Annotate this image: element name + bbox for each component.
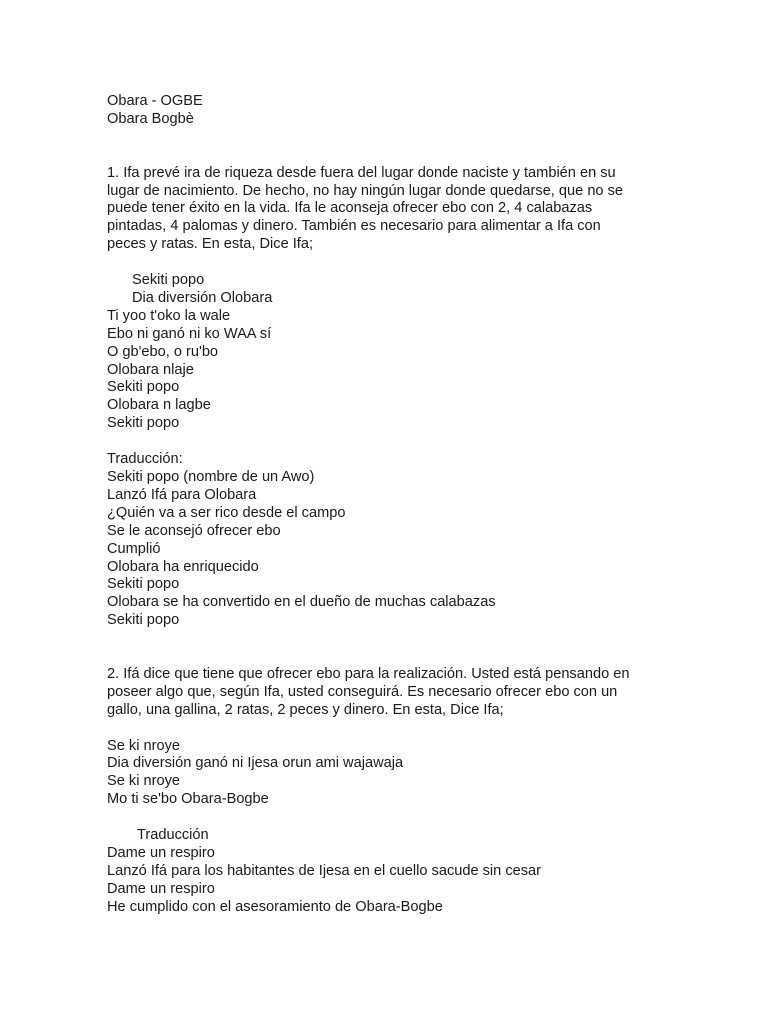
verse-line: Sekiti popo — [132, 272, 205, 289]
translation-line: He cumplido con el asesoramiento de Obara-Bogbe — [107, 898, 443, 915]
translation-line: Sekiti popo — [107, 576, 180, 593]
verse-line: O gb'ebo, o ru'bo — [107, 343, 219, 360]
translation-line: Se le aconsejó ofrecer ebo — [107, 522, 281, 539]
verse-line: Mo ti se'bo Obara-Bogbe — [107, 791, 269, 808]
paragraph-line: lugar de nacimiento. De hecho, no hay ningún lugar donde quedarse, que no se — [107, 182, 624, 199]
translation-heading: Traducción — [137, 827, 209, 844]
verse-line: Sekiti popo — [107, 415, 180, 432]
verse-line: Ti yoo t'oko la wale — [107, 307, 231, 324]
translation-heading: Traducción: — [107, 451, 183, 468]
verse-line: Se ki nroye — [107, 773, 181, 790]
document-subtitle: Obara Bogbè — [107, 110, 194, 127]
paragraph-line: gallo, una gallina, 2 ratas, 2 peces y dinero. En esta, Dice Ifa; — [107, 701, 504, 718]
verse-line: Ebo ni ganó ni ko WAA sí — [107, 325, 272, 342]
section1-translation — [107, 451, 667, 630]
translation-line: Cumplió — [107, 540, 161, 557]
verse-line: Dia diversión Olobara — [132, 289, 273, 306]
verse-line: Olobara nlaje — [107, 361, 194, 378]
verse-line: Dia diversión ganó ni Ijesa orun ami wajawaja — [107, 755, 404, 772]
verse-line: Olobara n lagbe — [107, 397, 211, 414]
section2-translation — [107, 827, 667, 917]
translation-line: ¿Quién va a ser rico desde el campo — [107, 504, 346, 521]
translation-line: Dame un respiro — [107, 880, 215, 897]
document-title: Obara - OGBE — [107, 93, 203, 109]
section1-verse — [107, 272, 667, 433]
section2-paragraph — [107, 666, 667, 720]
section2-verse — [107, 738, 667, 810]
translation-line: Dame un respiro — [107, 844, 215, 861]
paragraph-line: 1. Ifa prevé ira de riqueza desde fuera del lugar donde naciste y también en su — [107, 164, 616, 181]
section1-paragraph — [107, 165, 667, 255]
translation-line: Sekiti popo (nombre de un Awo) — [107, 468, 315, 485]
paragraph-line: peces y ratas. En esta, Dice Ifa; — [107, 236, 314, 253]
paragraph-line: 2. Ifá dice que tiene que ofrecer ebo para la realización. Usted está pensando en — [107, 665, 630, 682]
translation-line: Sekiti popo — [107, 612, 180, 629]
verse-line: Sekiti popo — [107, 379, 180, 396]
paragraph-line: pintadas, 4 palomas y dinero. También es necesario para alimentar a Ifa con — [107, 218, 601, 235]
translation-line: Olobara se ha convertido en el dueño de muchas calabazas — [107, 594, 496, 611]
paragraph-line: poseer algo que, según Ifa, usted conseguirá. Es necesario ofrecer ebo con un — [107, 683, 618, 700]
translation-line: Lanzó Ifá para los habitantes de Ijesa en el cuello sacude sin cesar — [107, 862, 542, 879]
paragraph-line: puede tener éxito en la vida. Ifa le aconseja ofrecer ebo con 2, 4 calabazas — [107, 200, 593, 217]
translation-line: Olobara ha enriquecido — [107, 558, 259, 575]
document-body — [107, 93, 667, 917]
verse-line: Se ki nroye — [107, 737, 181, 754]
translation-line: Lanzó Ifá para Olobara — [107, 486, 257, 503]
